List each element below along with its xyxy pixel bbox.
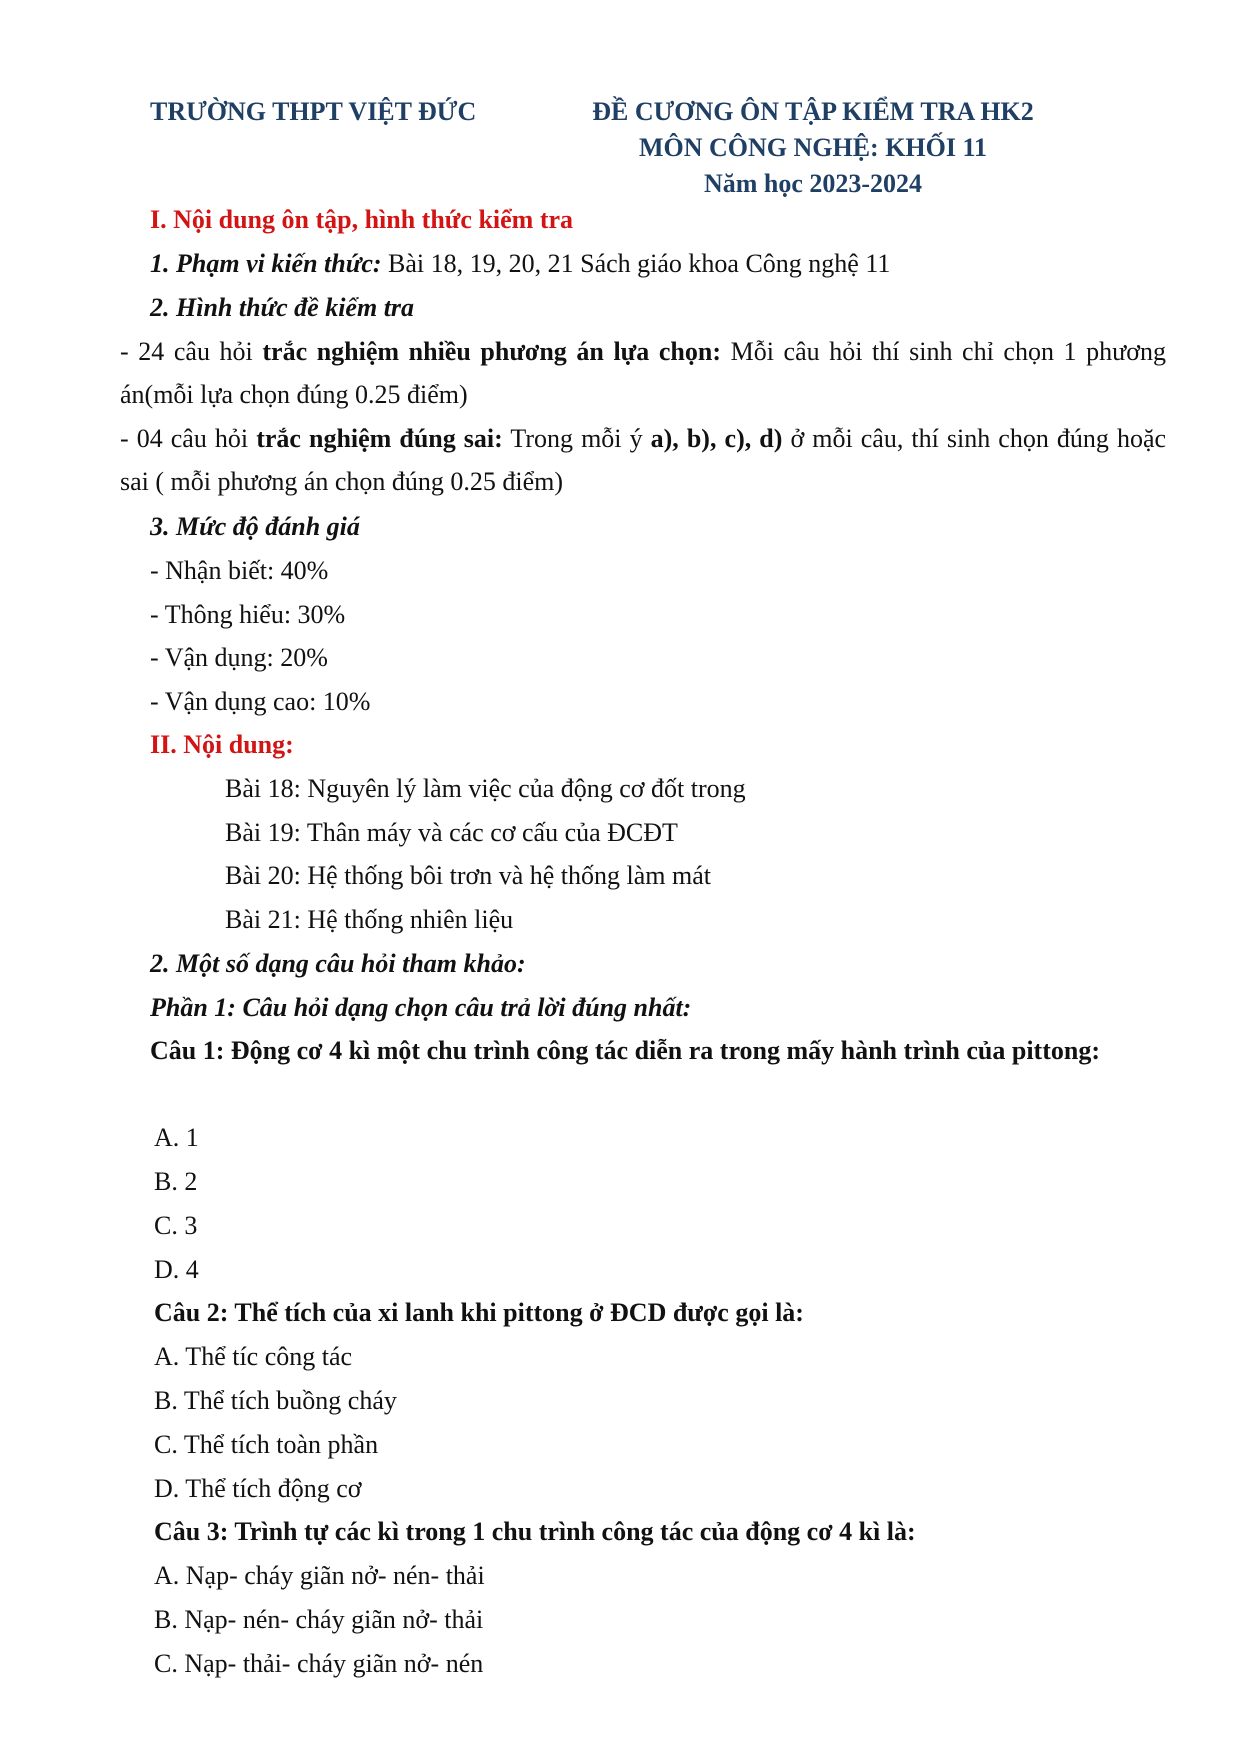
title-line-3: Năm học 2023-2024 bbox=[703, 169, 923, 198]
question-2-stem: Câu 2: Thể tích của xi lanh khi pittong ở ĐCD được gọi là: bbox=[154, 1298, 804, 1327]
level-heading: 3. Mức độ đánh giá bbox=[150, 512, 360, 541]
level-item: - Vận dụng cao: 10% bbox=[150, 687, 371, 716]
document-title bbox=[520, 94, 1106, 202]
multiple-choice-description: - 24 câu hỏi trắc nghiệm nhiều phương án lựa chọn: Mỗi câu hỏi thí sinh chỉ chọn 1 phương án(mỗi lựa chọn đúng 0.25 điểm) bbox=[120, 337, 1166, 409]
part-1-heading: Phần 1: Câu hỏi dạng chọn câu trả lời đúng nhất: bbox=[150, 993, 692, 1022]
answer-option: A. 1 bbox=[154, 1123, 199, 1152]
section-2-heading: II. Nội dung: bbox=[150, 730, 294, 759]
answer-option: A. Thể tíc công tác bbox=[154, 1342, 353, 1371]
title-line-1: ĐỀ CƯƠNG ÔN TẬP KIỂM TRA HK2 bbox=[592, 97, 1034, 126]
question-3-stem: Câu 3: Trình tự các kì trong 1 chu trình công tác của động cơ 4 kì là: bbox=[154, 1517, 916, 1546]
lesson-item: Bài 20: Hệ thống bôi trơn và hệ thống làm mát bbox=[225, 861, 712, 890]
answer-option: B. Thể tích buồng cháy bbox=[154, 1386, 397, 1415]
multiple-choice-label: trắc nghiệm nhiều phương án lựa chọn: bbox=[262, 337, 721, 366]
sample-questions-heading: 2. Một số dạng câu hỏi tham khảo: bbox=[150, 949, 526, 978]
answer-option: B. Nạp- nén- cháy giãn nở- thải bbox=[154, 1605, 484, 1634]
answer-option: C. Nạp- thải- cháy giãn nở- nén bbox=[154, 1649, 484, 1678]
section-1-heading: I. Nội dung ôn tập, hình thức kiểm tra bbox=[150, 205, 574, 234]
answer-option: D. 4 bbox=[154, 1255, 199, 1284]
school-name: TRƯỜNG THPT VIỆT ĐỨC bbox=[150, 97, 477, 126]
answer-option: D. Thể tích động cơ bbox=[154, 1474, 362, 1503]
lesson-item: Bài 19: Thân máy và các cơ cấu của ĐCĐT bbox=[225, 818, 678, 847]
true-false-description: - 04 câu hỏi trắc nghiệm đúng sai: Trong mỗi ý a), b), c), d) ở mỗi câu, thí sinh chọn đúng hoặc sai ( mỗi phương án chọn đúng 0.25 điểm) bbox=[120, 424, 1167, 496]
scope-line bbox=[150, 246, 890, 282]
answer-option: C. 3 bbox=[154, 1211, 198, 1240]
lesson-item: Bài 21: Hệ thống nhiên liệu bbox=[225, 905, 514, 934]
answer-option: B. 2 bbox=[154, 1167, 198, 1196]
format-heading: 2. Hình thức đề kiểm tra bbox=[150, 293, 415, 322]
scope-label: 1. Phạm vi kiến thức: bbox=[150, 249, 382, 278]
answer-option: C. Thể tích toàn phần bbox=[154, 1430, 379, 1459]
level-item: - Thông hiểu: 30% bbox=[150, 600, 346, 629]
true-false-label: trắc nghiệm đúng sai: bbox=[256, 424, 503, 453]
title-line-2: MÔN CÔNG NGHỆ: KHỐI 11 bbox=[638, 133, 988, 162]
question-1-stem: Câu 1: Động cơ 4 kì một chu trình công tác diễn ra trong mấy hành trình của pittong: bbox=[150, 1036, 1100, 1065]
lesson-item: Bài 18: Nguyên lý làm việc của động cơ đốt trong bbox=[225, 774, 746, 803]
answer-option: A. Nạp- cháy giãn nở- nén- thải bbox=[154, 1561, 485, 1590]
level-item: - Nhận biết: 40% bbox=[150, 556, 329, 585]
level-item: - Vận dụng: 20% bbox=[150, 643, 328, 672]
scope-text: Bài 18, 19, 20, 21 Sách giáo khoa Công nghệ 11 bbox=[381, 249, 891, 278]
